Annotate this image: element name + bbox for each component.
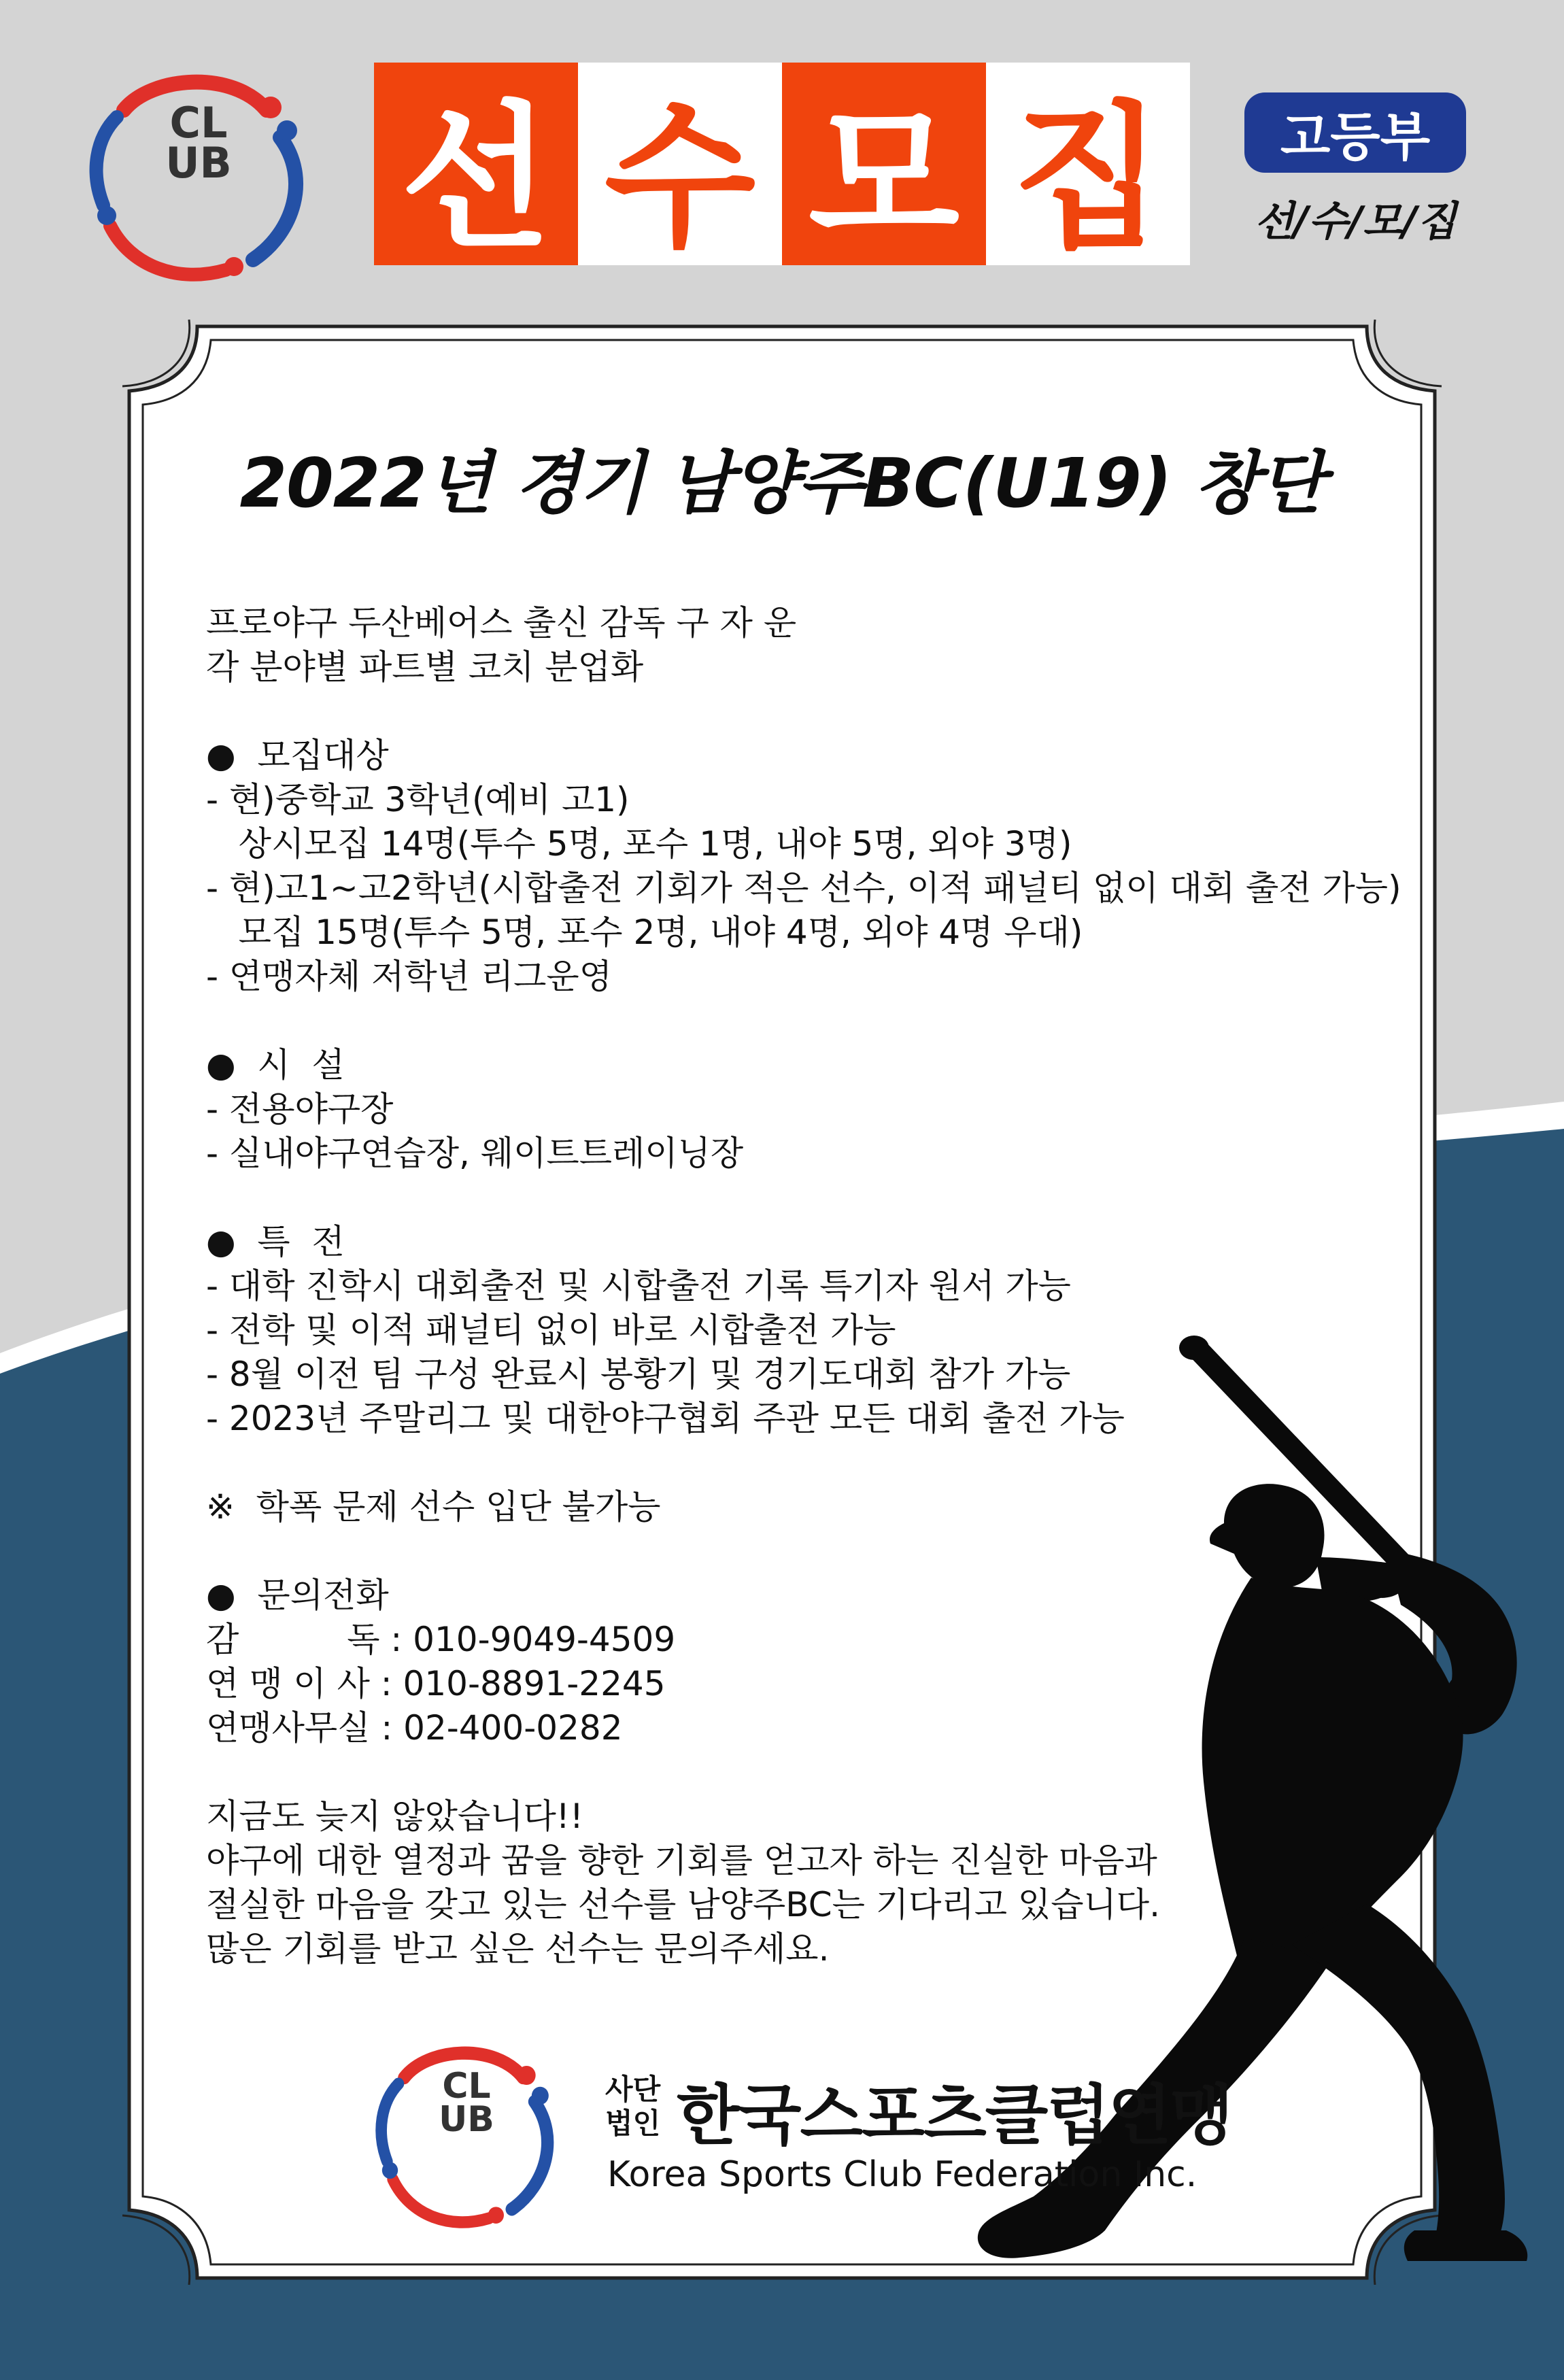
division-badge: 고등부 [1244,92,1466,173]
poster-title: 2022년 경기 남양주BC(U19) 창단 [239,443,1325,523]
body-line: 야구에 대한 열정과 꿈을 향한 기회를 얻고자 하는 진실한 마음과 [206,1841,1157,1880]
org-name-english: Korea Sports Club Federation Inc. [607,2154,1197,2195]
footer-logo-text-line-2: UB [439,2099,494,2141]
body-line: - 연맹자체 저학년 리그운영 [206,957,613,996]
body-line: 지금도 늦지 않았습니다!! [206,1797,583,1836]
logo-text-line-2: UB [165,137,232,188]
body-line: - 현)중학교 3학년(예비 고1) [206,780,630,819]
federation-logo [364,2036,568,2233]
body-line: ● 모집대상 [206,736,389,775]
footer-logo-text-line-1: CL [442,2066,491,2107]
body-line: - 현)고1~고2학년(시합출전 기회가 적은 선수, 이적 패널티 없이 대회 출전 가능) [206,868,1401,908]
body-line: ● 시 설 [206,1045,345,1085]
banner-char-3: 모 [782,63,986,265]
org-prefix-line-2: 법인 [605,2107,661,2140]
org-prefix-line-1: 사단 [605,2073,661,2106]
body-line: 상시모집 14명(투수 5명, 포수 1명, 내야 5명, 외야 3명) [206,824,1072,864]
logo-text-line-1: CL [169,98,228,148]
body-line: - 전학 및 이적 패널티 없이 바로 시합출전 가능 [206,1310,896,1350]
body-line: 각 분야별 파트별 코치 분업화 [206,647,644,687]
body-line: - 실내야구연습장, 웨이트트레이닝장 [206,1134,744,1173]
body-line: ※ 학폭 문제 선수 입단 불가능 [206,1487,661,1527]
body-line: - 대학 진학시 대회출전 및 시합출전 기록 특기자 원서 가능 [206,1266,1071,1306]
body-line: 연맹사무실 : 02-400-0282 [206,1708,623,1748]
banner-char-4: 집 [986,63,1190,265]
org-name: 한국스포츠클럽연맹 [677,2077,1232,2154]
division-subtitle: 선/수/모/집 [1254,198,1457,245]
body-line: - 8월 이전 팀 구성 완료시 봉황기 및 경기도대회 참가 가능 [206,1355,1071,1394]
body-line: - 전용야구장 [206,1089,394,1129]
body-line: ● 특 전 [206,1222,345,1261]
body-line: ● 문의전화 [206,1576,389,1615]
body-line: 절실한 마음을 갖고 있는 선수를 남양주BC는 기다리고 있습니다. [206,1885,1160,1924]
body-line: 감 독 : 010-9049-4509 [206,1620,676,1659]
org-prefix [605,2073,660,2141]
body-line: 프로야구 두산베어스 출신 감독 구 자 운 [206,603,797,643]
body-line: 모집 15명(투수 5명, 포수 2명, 내야 4명, 외야 4명 우대) [206,913,1083,952]
banner-char-1: 선 [374,63,578,265]
body-line: 많은 기회를 받고 싶은 선수는 문의주세요. [206,1929,830,1969]
banner-char-2: 수 [578,63,782,265]
body-line: - 2023년 주말리그 및 대한야구협회 주관 모든 대회 출전 가능 [206,1399,1125,1438]
body-line: 연 맹 이 사 : 010-8891-2245 [206,1664,666,1703]
